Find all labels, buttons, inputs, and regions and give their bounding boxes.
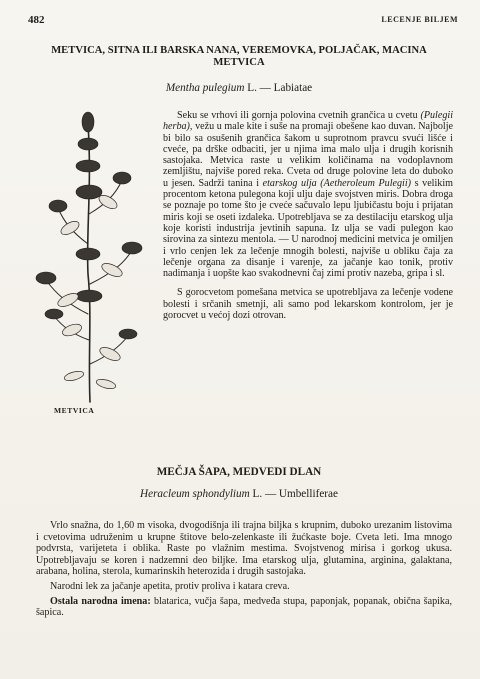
latin-binomial: Heracleum sphondylium bbox=[140, 488, 250, 500]
italic-term: (Pulegii herba) bbox=[163, 110, 453, 133]
running-title: LECENJE BILJEM bbox=[381, 15, 458, 24]
mecja-sapa-paragraph-2: Narodni lek za jačanje apetita, protiv proliva i katara creva. bbox=[50, 580, 290, 592]
text-run: blatarica, vučja šapa, medveđa stupa, paponjak, popanak, obična šapika, šapica. bbox=[36, 595, 452, 619]
section-title-mecja-sapa: MEČJA ŠAPA, MEDVEDI DLAN bbox=[156, 466, 322, 478]
metvica-text bbox=[163, 110, 453, 321]
latin-name-metvica bbox=[26, 82, 452, 94]
mecja-sapa-paragraph-1: Vrlo snažna, do 1,60 m visoka, dvogodišnja ili trajna biljka s krupnim, duboko urezanim listovima i cvetovima udruženim u krupne štitove belo-zelenkaste ili žućkaste boje. Cveta leti. Ima mnogo podvrsta, varijeteta i oblika. Raste po vlažnim mestima. Svojstvenog mirisa i gorkog ukusa. Upotrebljavaju se koren i nadzemni deo biljke. Ima etarskog ulja, glutamina, arginina, galaktana, arabana, holina, sterola, kumarinskih heterozida i drugih sastojaka. bbox=[36, 520, 452, 578]
section-title-metvica: METVICA, SITNA ILI BARSKA NANA, VEREMOVKA, POLJAČAK, MACINA METVICA bbox=[51, 45, 427, 68]
illustration-caption: METVICA bbox=[54, 406, 95, 415]
text-run: Seku se vrhovi ili gornja polovina cvetnih grančica u cvetu bbox=[177, 110, 421, 121]
bold-label: Ostala narodna imena: bbox=[50, 595, 151, 607]
metvica-paragraph-2: S gorocvetom pomešana metvica se upotrebljava za lečenje vodene bolesti i srčanih smetnji, ali samo pod lekarskom kontrolom, jer je gorocvet u većoj dozi otrovan. bbox=[163, 287, 453, 322]
metvica-paragraph-1 bbox=[163, 110, 453, 279]
page-number: 482 bbox=[28, 14, 45, 26]
text-run: s velikim procentom ketona pulegona koji ulju daje svojstven miris. Dobra droga se poznaje po tome što je cveće sačuvalo lepu ljubičastu boju i prijatan miris koji se oseti izdaleka. Upotrebljava se za destilaciju etarskog ulja koje koristi industrija jevtinih sapuna. Iz ulja se vadi pulegon kao sirovina za sintezu mentola. — U narodnoj medicini metvica je omiljen i vrlo cenjen lek za lečenje mnogih bolesti, najviše u obliku čaja za lečenje organa za disanje i varenje, za jačanje kao tonik, protiv nadimanja i uopšte kao svakodnevni čaj zimi protiv nazeba, gripa i sl. bbox=[163, 177, 453, 280]
mecja-sapa-paragraph-3 bbox=[36, 596, 452, 619]
mecja-sapa-text bbox=[36, 520, 452, 619]
italic-term: etarskog ulja (Aetheroleum Pulegii) bbox=[262, 177, 411, 189]
latin-family: L. — Labiatae bbox=[244, 82, 313, 94]
latin-binomial: Mentha pulegium bbox=[165, 82, 245, 94]
text-run: , vežu u male kite i suše na promaji obešene kao duvan. Najbolje bi bilo sa osušenih grančica šakom u suprotnom pravcu svući lišće i cveće, pa drške odbaciti, jer u njima ima malo ulja i drugih korisnih sastojaka. Metvica raste u velikim količinama na vodoplavnom zemljištu, najviše pored reka. Cveta od druge polovine leta do duboko u jesen. Sadrži tanina i bbox=[163, 121, 453, 189]
latin-family: L. — Umbelliferae bbox=[249, 488, 338, 500]
latin-name-mecja-sapa bbox=[26, 488, 452, 500]
mint-plant-illustration bbox=[28, 104, 158, 404]
